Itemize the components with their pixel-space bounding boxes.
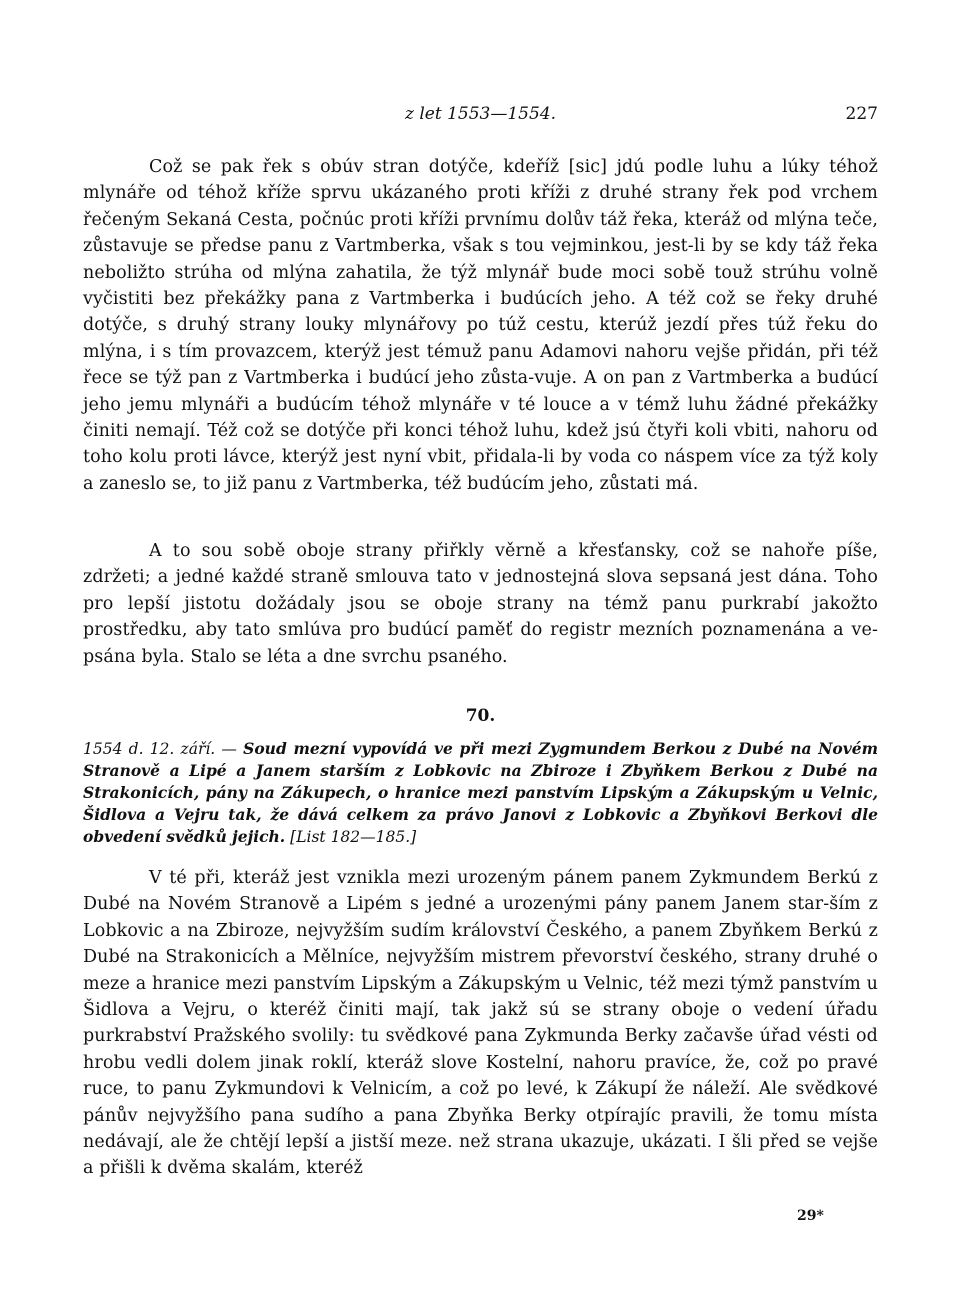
paragraph-1-text: Což se pak řek s obúv stran dotýče, kdeříž [sic] jdú podle luhu a lúky téhož mlynáře od téhož kříže sprvu ukázaného proti kříži z druhé strany řek pod vrchem řečeným Sekaná Cesta, počnúc proti kříži prvnímu dolův táž řeka, kteráž od mlýna teče, zůstavuje se předse panu z Vartmberka, však s tou vejminkou, jest-li by se kdy táž řeka neboližto strúha od mlýna zahatila, že týž mlynář bude moci sobě touž strúhu volně vyčistiti bez překážky pana z Vartmberka i budúcích jeho. A též což se řeky druhé dotýče, s druhý strany louky mlynářovy po túž cestu, kterúž jezdí přes túž řeku do mlýna, i s tím provazcem, kterýž jest témuž panu Adamovi nahoru vejše přidán, při též řece se týž pan z Vartmberka i budúcí jeho zůsta-vuje. A on pan z Vartmberka a budúcí jeho jemu mlynáři a budúcím téhož mlynáře v té louce a v témž luhu žádné překážky činiti nemají. Též což se dotýče při konci téhož luhu, kdež jsú čtyři koli vbiti, nahoru od toho kolu proti lávce, kterýž jest nyní vbit, přidala-li by voda co náspem více za týž koly a zaneslo se, to již panu z Vartmberka, též budúcím jeho, zůstati má.	[83, 157, 878, 494]
paragraph-1	[83, 154, 878, 497]
page-header	[83, 104, 878, 128]
document-number: 70.	[465, 706, 496, 726]
document-regest	[83, 738, 878, 848]
regest-date: 1554 d. 12. září. —	[83, 740, 237, 758]
regest-summary: Soud mezní vypovídá ve při mezi Zygmundem Berkou z Dubé na Novém Stranově a Lipé a Janem starším z Lobkovic na Zbiroze i Zbyňkem Berkou z Dubé na Strakonicích, pány na Zákupech, o hranice mezi panstvím Lipským a Zákupským u Velnic, Šidlova a Vejru tak, že dává celkem za právo Janovi z Lobkovic a Zbyňkovi Berkovi dle obvedení svědků jejich.	[83, 739, 878, 846]
sheet-signature: 29*	[797, 1208, 824, 1224]
document-body	[83, 865, 878, 1182]
document-body-text: V té při, kteráž jest vznikla mezi urozeným pánem panem Zykmundem Berkú z Dubé na Novém Stranově a Lipém s jedné a urozenými pány panem Janem star-ším z Lobkovic a na Zbiroze, nejvyžším sudím království Českého, a panem Zbyňkem Berkú z Dubé na Strakonicích a Mělníce, nejvyžším mistrem převorství českého, strany druhé o meze a hranice mezi panstvím Lipským a Zákupským u Velnic, též mezi týmž panstvím u Šidlova a Vejru, o kteréž činiti mají, tak jakž sú se strany oboje o vedení úřadu purkrabství Pražského svolily: tu svědkové pana Zykmunda Berky začavše úřad vésti od hrobu vedli dolem jinak roklí, kteráž slove Kostelní, nahoru pravíce, že, což po pravé ruce, to panu Zykmundovi k Velnicím, a což po levé, k Zákupí že náleží. Ale svědkové pánův nejvyžšího pana sudího a pana Zbyňka Berky otpírajíc pravili, že tomu místa nedávají, ale že chtějí lepší a jistší meze. než strana ukazuje, ukázati. I šli před se vejše a přišli k dvěma skalám, kteréž	[83, 868, 878, 1179]
regest-source: [List 182—185.]	[290, 828, 417, 846]
running-head: z let 1553—1554.	[404, 104, 557, 124]
page-number: 227	[845, 104, 878, 124]
paragraph-2	[83, 538, 878, 670]
paragraph-2-text: A to sou sobě oboje strany přiřkly věrně a křesťansky, což se nahoře píše, zdržeti; a jedné každé straně smlouva tato v jednostejná slova sepsaná jest dána. Toho pro lepší jistotu dožádaly jsou se oboje strany na témž panu purkrabí jakožto prostředku, aby tato smlúva pro budúcí paměť do registr mezních poznamenána a ve-psána byla. Stalo se léta a dne svrchu psaného.	[83, 541, 878, 667]
